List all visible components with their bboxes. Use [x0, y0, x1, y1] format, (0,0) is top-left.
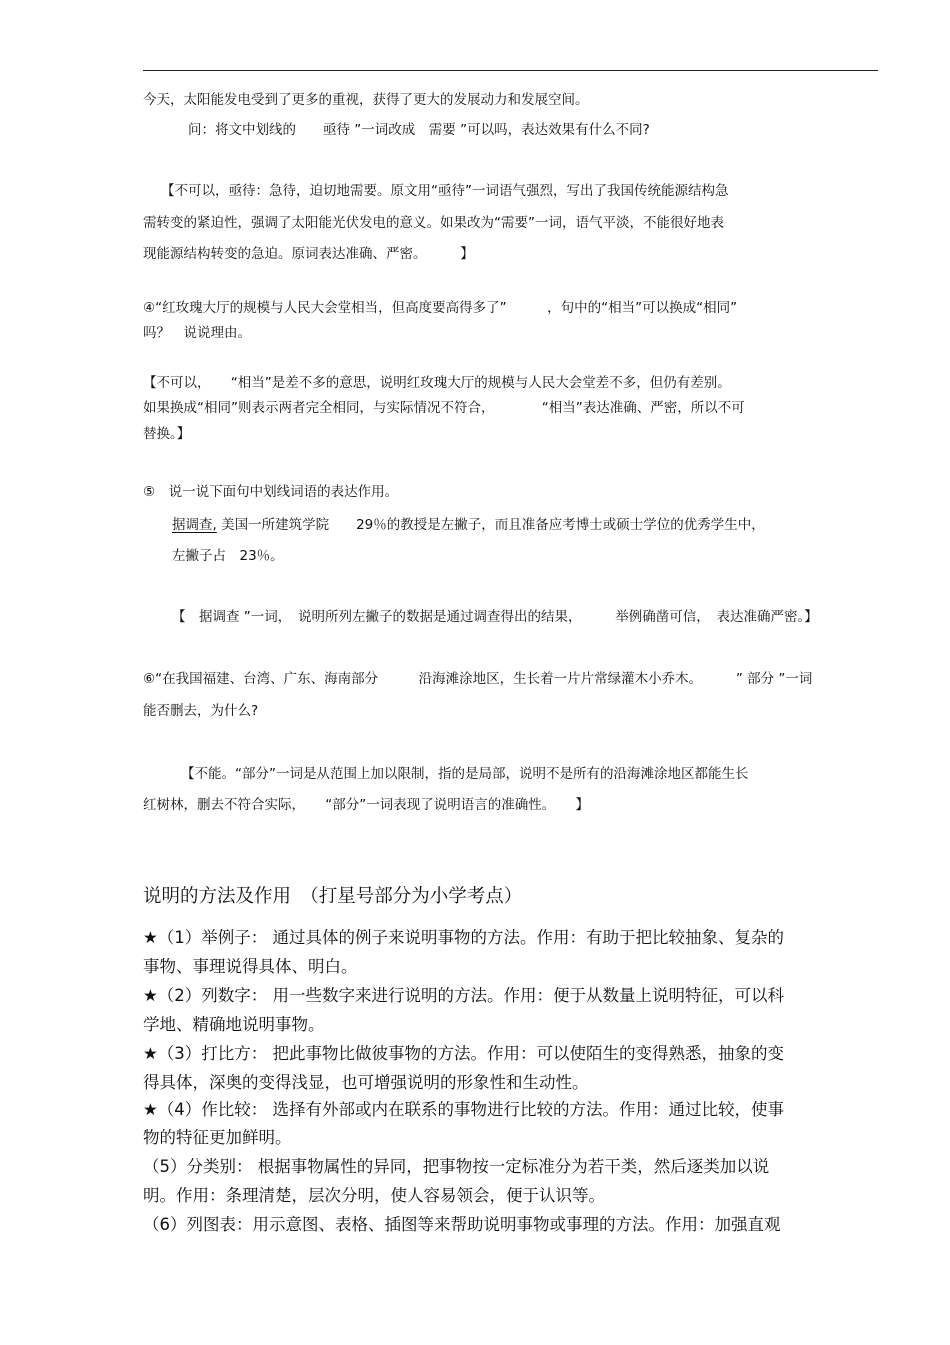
question-line: 吗？ 说说理由。 — [143, 325, 251, 341]
section-title: 说明的方法及作用 （打星号部分为小学考点） — [143, 886, 523, 907]
question-line: ⑤ 说一说下面句中划线词语的表达作用。 — [143, 484, 399, 500]
method-line: ★（3）打比方： 把此事物比做彼事物的方法。作用：可以使陌生的变得熟悉，抽象的变 — [143, 1044, 785, 1063]
header-rule — [143, 70, 878, 71]
answer-line: 【不能。“部分”一词是从范围上加以限制，指的是局部，说明不是所有的沿海滩涂地区都能生长 — [181, 766, 749, 782]
answer-line: 【不可以， “相当”是差不多的意思，说明红玫瑰大厅的规模与人民大会堂差不多，但仍有差别。 — [143, 375, 731, 391]
answer-line: 现能源结构转变的急迫。原词表达准确、严密。 】 — [143, 246, 474, 262]
method-line: 明。作用：条理清楚，层次分明，使人容易领会，便于认识等。 — [143, 1186, 605, 1205]
answer-line: 需转变的紧迫性，强调了太阳能光伏发电的意义。如果改为“需要”一词，语气平淡，不能很好地表 — [143, 215, 724, 231]
answer-line: 替换。】 — [143, 426, 191, 442]
answer-line: 红树林，删去不符合实际， “部分”一词表现了说明语言的准确性。 】 — [143, 797, 589, 813]
answer-line: 如果换成“相同”则表示两者完全相同，与实际情况不符合， “相当”表达准确、严密，所以不可 — [143, 400, 745, 416]
example-sentence — [172, 516, 765, 534]
method-line: ★（2）列数字： 用一些数字来进行说明的方法。作用：便于从数量上说明特征，可以科 — [143, 986, 785, 1005]
method-line: 事物、事理说得具体、明白。 — [143, 957, 358, 976]
method-line: 得具体，深奥的变得浅显，也可增强说明的形象性和生动性。 — [143, 1073, 589, 1092]
method-line: （5）分类别： 根据事物属性的异同，把事物按一定标准分为若干类，然后逐类加以说 — [143, 1157, 770, 1176]
question-line: 问：将文中划线的 亟待 ”一词改成 需要 ”可以吗，表达效果有什么不同? — [188, 122, 650, 138]
method-line: ★（1）举例子： 通过具体的例子来说明事物的方法。作用：有助于把比较抽象、复杂的 — [143, 928, 785, 947]
method-line: ★（4）作比较： 选择有外部或内在联系的事物进行比较的方法。作用：通过比较，使事 — [143, 1100, 785, 1119]
answer-line: 【 据调查 ”一词， 说明所列左撇子的数据是通过调查得出的结果， 举例确凿可信， 表达准确严密。】 — [172, 609, 818, 625]
text-line: 今天，太阳能发电受到了更多的重视，获得了更大的发展动力和发展空间。 — [143, 92, 589, 108]
question-line: ⑥“在我国福建、台湾、广东、海南部分 沿海滩涂地区，生长着一片片常绿灌木小乔木。 ” 部分 ”一词 — [143, 671, 813, 687]
method-line: 物的特征更加鲜明。 — [143, 1128, 292, 1147]
example-sentence: 左撇子占 23％。 — [172, 548, 284, 564]
sentence-rest: 美国一所建筑学院 29％的教授是左撇子，而且准备应考博士或硕士学位的优秀学生中， — [216, 517, 765, 533]
underlined-term: 据调查, — [172, 517, 217, 533]
method-line: （6）列图表：用示意图、表格、插图等来帮助说明事物或事理的方法。作用：加强直观 — [143, 1215, 781, 1234]
answer-line: 【不可以，亟待：急待，迫切地需要。原文用“亟待”一词语气强烈，写出了我国传统能源结构急 — [161, 183, 729, 199]
question-line: ④“红玫瑰大厅的规模与人民大会堂相当，但高度要高得多了” ，句中的“相当”可以换成“相同” — [143, 300, 738, 316]
method-line: 学地、精确地说明事物。 — [143, 1015, 325, 1034]
question-line: 能否删去，为什么? — [143, 703, 259, 719]
